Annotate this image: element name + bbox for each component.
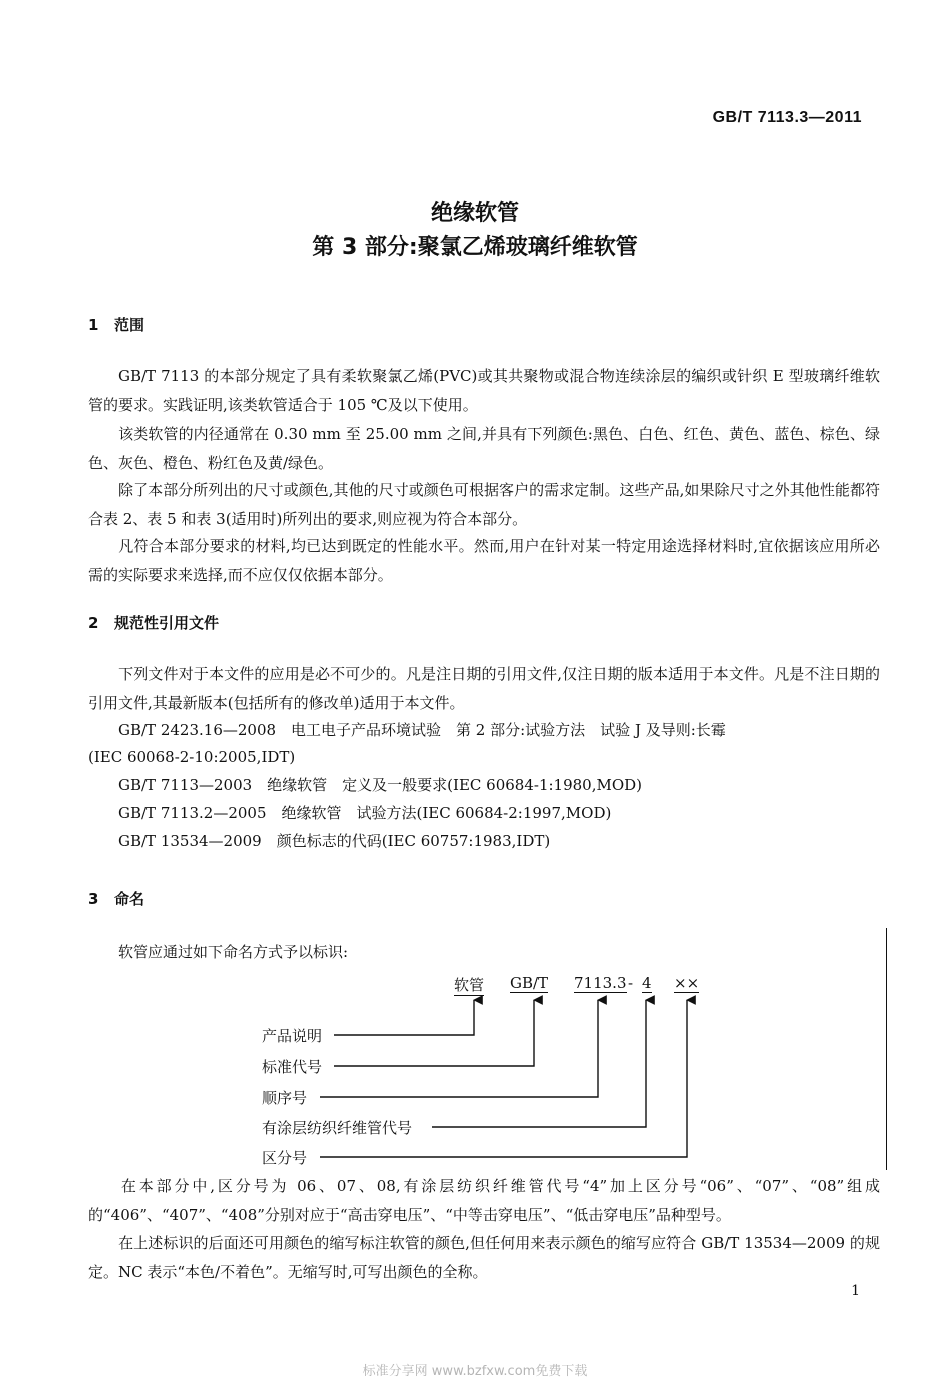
section-title: 命名 [114,890,145,908]
label-product-description: 产品说明 [262,1027,323,1045]
label-coated-textile-code: 有涂层纺织纤维管代号 [262,1119,413,1137]
designation-part-serial: 7113.3 [574,974,627,992]
document-title: 绝缘软管 [430,201,519,226]
label-serial-number: 顺序号 [262,1089,308,1107]
section-title: 范围 [114,316,145,334]
leader-serial [320,1000,598,1097]
page-number: 1 [851,1283,860,1299]
designation-part-grade: ×× [674,974,700,992]
label-standard-code: 标准代号 [262,1058,323,1076]
reference-item-continued: (IEC 60068-2-10:2005,IDT) [88,748,296,766]
reference-item: GB/T 7113—2003 绝缘软管 定义及一般要求(IEC 60684-1:1980,MOD) [118,776,643,794]
designation-paragraph-2: 在上述标识的后面还可用颜色的缩写标注软管的颜色,但任何用来表示颜色的缩写应符合 GB/T 13534—2009 的规定。NC 表示“本色/不着色”。无缩写时,可写出颜色的全称。 [88,1234,880,1281]
designation-part-coated-code: 4 [642,974,652,992]
designation-part-hose: 软管 [454,976,485,994]
section-title: 规范性引用文件 [114,614,220,632]
section-number: 1 [88,316,99,334]
designation-part-standard-code: GB/T [510,974,549,992]
scope-paragraph-1: GB/T 7113 的本部分规定了具有柔软聚氯乙烯(PVC)或其共聚物或混合物连续涂层的编织或针织 E 型玻璃纤维软管的要求。实践证明,该类软管适合于 105 ℃及以下使用。 [88,367,880,414]
designation-intro: 软管应通过如下命名方式予以标识: [118,943,349,961]
section-number: 2 [88,614,99,632]
watermark: 标准分享网 www.bzfxw.com免费下载 [362,1364,588,1379]
designation-separator: - [628,974,634,992]
scope-paragraph-3: 除了本部分所列出的尺寸或颜色,其他的尺寸或颜色可根据客户的需求定制。这些产品,如果除尺寸之外其他性能都符合表 2、表 5 和表 3(适用时)所列出的要求,则应视为符合本部分。 [88,481,880,528]
section-number: 3 [88,890,99,908]
designation-paragraph-1: 在本部分中,区分号为 06、07、08,有涂层纺织纤维管代号“4”加上区分号“06”、“07”、“08”组成的“406”、“407”、“408”分别对应于“高击穿电压”、“中等击穿电压”、“低击穿电压”品种型号。 [88,1177,880,1224]
scope-paragraph-4: 凡符合本部分要求的材料,均已达到既定的性能水平。然而,用户在针对某一特定用途选择材料时,宜依据该应用所必需的实际要求来选择,而不应仅仅依据本部分。 [88,537,880,584]
leader-standard-code [334,1000,534,1066]
label-grade-number: 区分号 [262,1149,308,1167]
scope-paragraph-2: 该类软管的内径通常在 0.30 mm 至 25.00 mm 之间,并具有下列颜色:黑色、白色、红色、黄色、蓝色、棕色、绿色、灰色、橙色、粉红色及黄/绿色。 [88,425,880,472]
leader-coated-code [432,1000,646,1127]
reference-item: GB/T 7113.2—2005 绝缘软管 试验方法(IEC 60684-2:1997,MOD) [118,804,612,822]
leader-product [334,1000,474,1035]
reference-item: GB/T 2423.16—2008 电工电子产品环境试验 第 2 部分:试验方法 试验 J 及导则:长霉 [118,721,726,739]
references-intro: 下列文件对于本文件的应用是必不可少的。凡是注日期的引用文件,仅注日期的版本适用于本文件。凡是不注日期的引用文件,其最新版本(包括所有的修改单)适用于本文件。 [88,665,880,712]
change-bar [886,928,887,1170]
document-subtitle: 第 3 部分:聚氯乙烯玻璃纤维软管 [312,235,638,260]
standard-number: GB/T 7113.3—2011 [712,109,862,126]
reference-item: GB/T 13534—2009 颜色标志的代码(IEC 60757:1983,IDT) [118,832,551,850]
